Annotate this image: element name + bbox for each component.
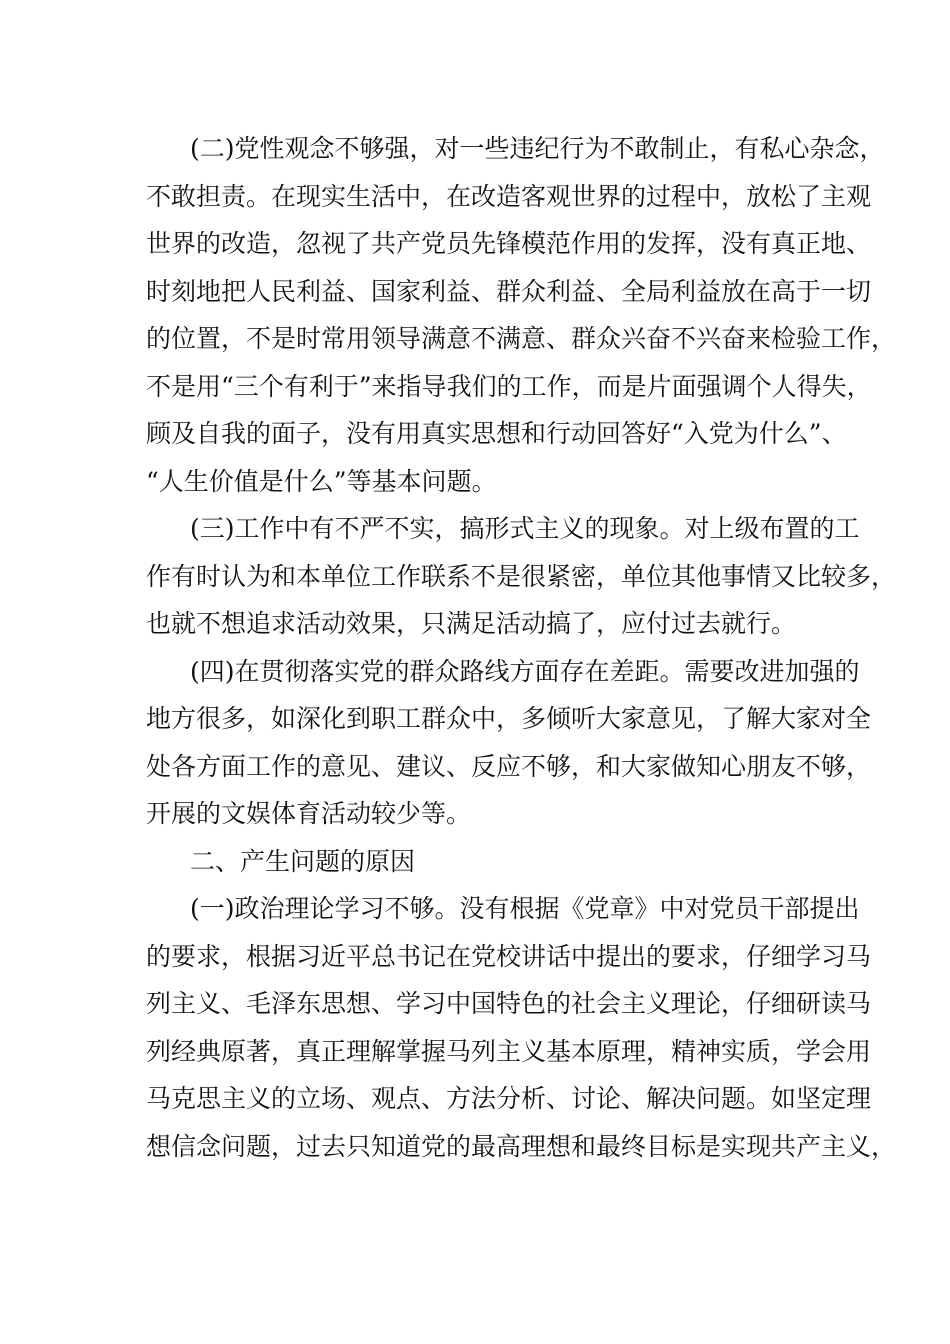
paragraph-2-line-1: (二)党性观念不够强，对一些违纪行为不敢制止，有私心杂念， bbox=[190, 134, 885, 163]
paragraph-2-line-5: 的位置，不是时常用领导满意不满意、群众兴奋不兴奋来检验工作， bbox=[146, 324, 897, 353]
paragraph-5-line-4: 列经典原著，真正理解掌握马列主义基本原理，精神实质，学会用 bbox=[146, 1036, 872, 1066]
paragraph-2-line-2: 不敢担责。在现实生活中，在改造客观世界的过程中，放松了主观 bbox=[146, 181, 872, 211]
paragraph-2-line-3: 世界的改造，忽视了共产党员先锋模范作用的发挥，没有真正地、 bbox=[146, 229, 872, 258]
document-body bbox=[146, 125, 897, 1170]
paragraph-4-line-1: (四)在贯彻落实党的群众路线方面存在差距。需要改进加强的 bbox=[190, 656, 860, 686]
paragraph-4-line-3: 处各方面工作的意见、建议、反应不够，和大家做知心朋友不够， bbox=[146, 751, 872, 781]
paragraph-4-line-4: 开展的文娱体育活动较少等。 bbox=[146, 799, 472, 828]
paragraph-3-line-1: (三)工作中有不严不实，搞形式主义的现象。对上级布置的工 bbox=[190, 514, 860, 543]
section-heading: 二、产生问题的原因 bbox=[190, 846, 416, 876]
paragraph-5-line-2: 的要求，根据习近平总书记在党校讲话中提出的要求，仔细学习马 bbox=[146, 941, 872, 971]
paragraph-3-line-2: 作有时认为和本单位工作联系不是很紧密，单位其他事情又比较多， bbox=[146, 561, 897, 591]
paragraph-4-line-2: 地方很多，如深化到职工群众中，多倾听大家意见，了解大家对全 bbox=[146, 704, 872, 733]
paragraph-5-line-6: 想信念问题，过去只知道党的最高理想和最终目标是实现共产主义， bbox=[146, 1131, 897, 1161]
paragraph-5-line-1: (一)政治理论学习不够。没有根据《党章》中对党员干部提出 bbox=[190, 894, 860, 923]
paragraph-3-line-3: 也就不想追求活动效果，只满足活动搞了，应付过去就行。 bbox=[146, 609, 797, 638]
paragraph-5-line-3: 列主义、毛泽东思想、学习中国特色的社会主义理论，仔细研读马 bbox=[146, 989, 872, 1018]
paragraph-2-line-8: “人生价值是什么”等基本问题。 bbox=[146, 466, 497, 496]
paragraph-2-line-4: 时刻地把人民利益、国家利益、群众利益、全局利益放在高于一切 bbox=[146, 276, 872, 306]
paragraph-2-line-6: 不是用“三个有利于”来指导我们的工作，而是片面强调个人得失， bbox=[146, 371, 872, 401]
paragraph-2-line-7: 顾及自我的面子，没有用真实思想和行动回答好“入党为什么”、 bbox=[146, 419, 847, 448]
paragraph-5-line-5: 马克思主义的立场、观点、方法分析、讨论、解决问题。如坚定理 bbox=[146, 1084, 872, 1113]
